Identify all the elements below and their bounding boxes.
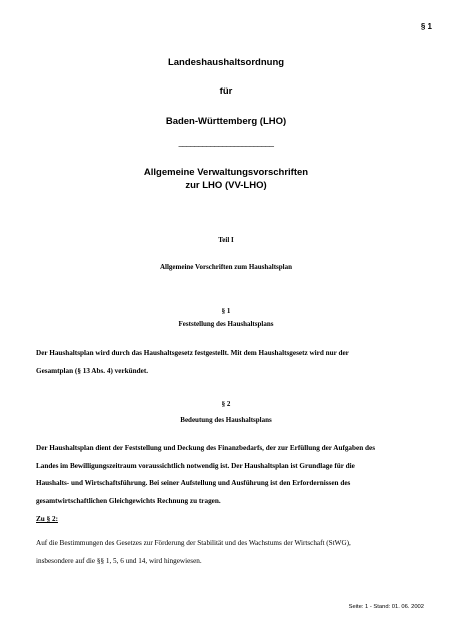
title-line-2: für [219, 86, 233, 97]
title-line-3: Baden-Württemberg (LHO) [165, 116, 287, 127]
section-2-text-line: Landes im Bewilligungszeitraum voraussichtlich notwendig ist. Der Haushaltsplan ist Grundlage für die [36, 461, 355, 470]
section-2-text [36, 440, 426, 510]
part-heading: Allgemeine Vorschriften zum Haushaltsplan [159, 263, 293, 271]
section-1-text [36, 345, 426, 380]
title-separator: ________________________ [178, 138, 274, 147]
page-footer: Seite: 1 - Stand: 01. 06. 2002 [348, 604, 424, 610]
zu-section-2-text-line: insbesondere auf die §§ 1, 5, 6 und 14, wird hingewiesen. [36, 556, 202, 565]
title-line-5: zur LHO (VV-LHO) [185, 180, 267, 191]
section-2-number: § 2 [221, 400, 231, 408]
zu-section-2-heading: Zu § 2: [36, 515, 58, 523]
section-2-text-line: gesamtwirtschaftlichen Gleichgewichts Rechnung zu tragen. [36, 496, 221, 505]
corner-section-number: § 1 [420, 22, 432, 31]
section-2-text-line: Der Haushaltsplan dient der Feststellung und Deckung des Finanzbedarfs, der zur Erfüllung der Aufgaben des [36, 444, 375, 452]
section-1-number: § 1 [221, 307, 231, 315]
section-2-heading: Bedeutung des Haushaltsplans [180, 416, 272, 424]
zu-section-2-text [36, 535, 426, 570]
section-1-text-line: Gesamtplan (§ 13 Abs. 4) verkündet. [36, 366, 149, 375]
section-1-text-line: Der Haushaltsplan wird durch das Haushaltsgesetz festgestellt. Mit dem Haushaltsgesetz wird nur der [36, 349, 349, 357]
section-1-heading: Feststellung des Haushaltsplans [178, 320, 274, 328]
title-line-4: Allgemeine Verwaltungsvorschriften [143, 167, 309, 178]
part-label: Teil I [218, 236, 234, 244]
title-line-1: Landeshaushaltsordnung [167, 57, 285, 68]
section-2-text-line: Haushalts- und Wirtschaftsführung. Bei seiner Aufstellung und Ausführung ist den Erfordernissen des [36, 479, 351, 487]
zu-section-2-text-line: Auf die Bestimmungen des Gesetzes zur Förderung der Stabilität und des Wachstums der Wirtschaft (StWG), [36, 539, 351, 547]
